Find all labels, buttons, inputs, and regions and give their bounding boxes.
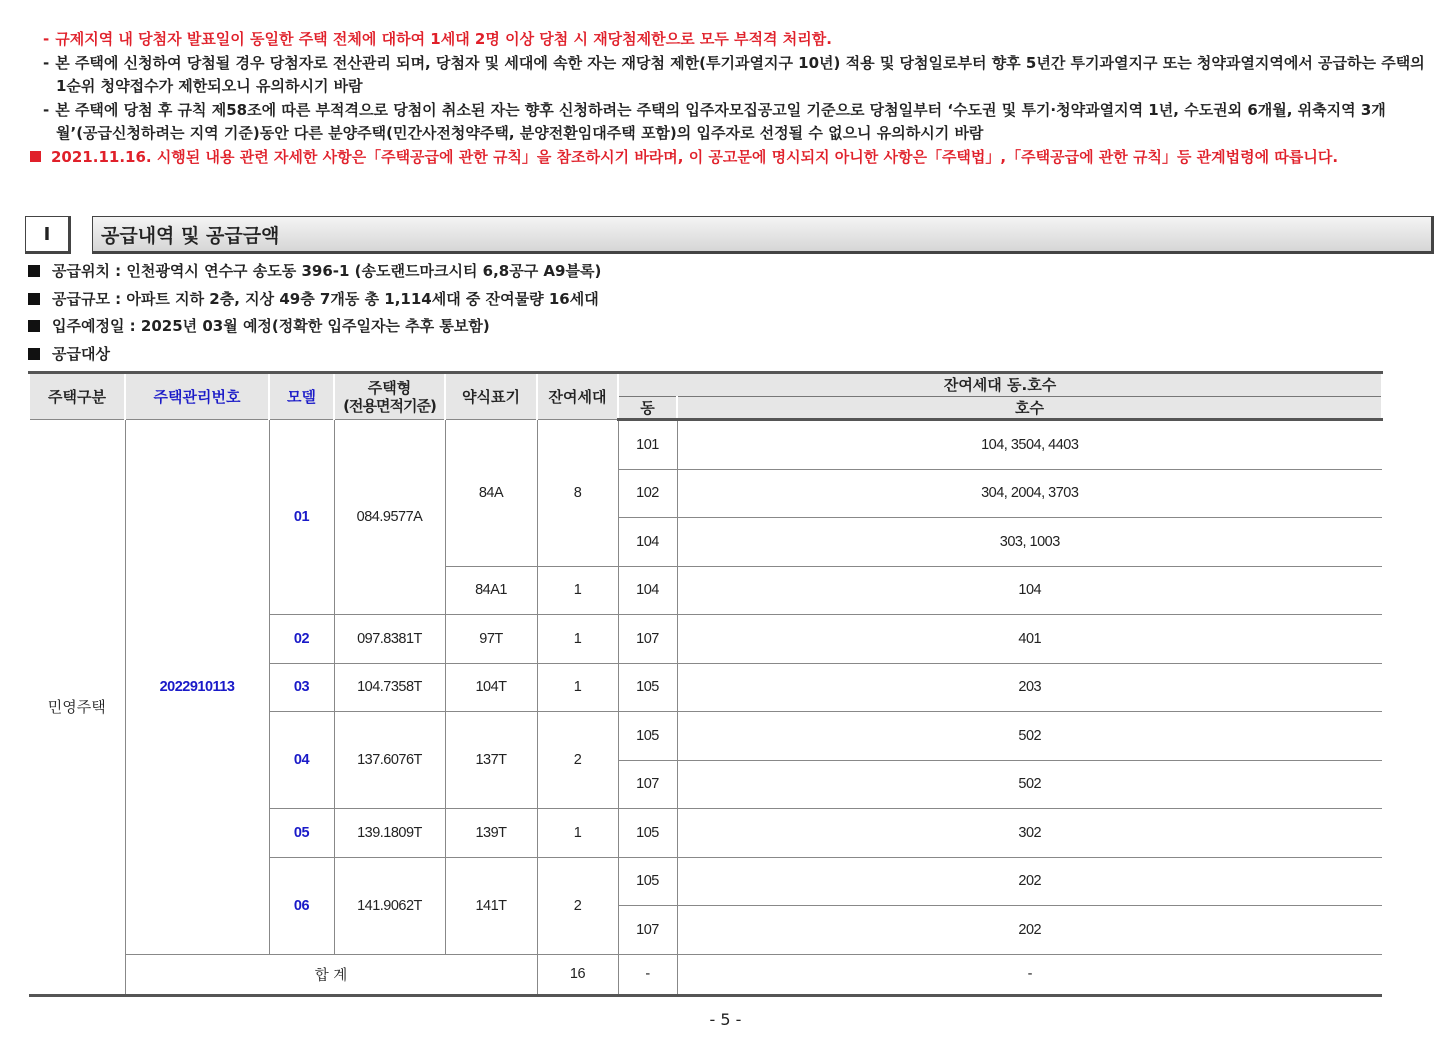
section-header: [25, 216, 1427, 254]
house-type-cell: 141.9062T: [334, 857, 445, 954]
ho-cell: 302: [677, 809, 1382, 858]
bullet-square-icon: [28, 293, 40, 305]
ho-cell: 304, 2004, 3703: [677, 469, 1382, 518]
dong-cell: 104: [618, 566, 677, 615]
model-cell: 03: [269, 663, 334, 712]
header-remaining: 잔여세대: [537, 373, 618, 420]
total-label: 합 계: [125, 954, 537, 995]
header-group: 잔여세대 동.호수: [618, 373, 1382, 397]
model-cell: 02: [269, 615, 334, 664]
house-type-cell: 104.7358T: [334, 663, 445, 712]
ho-cell: 401: [677, 615, 1382, 664]
header-type: 주택구분: [29, 373, 125, 420]
bullet-square-icon: [28, 265, 40, 277]
notice-notes: [30, 28, 1425, 169]
abbr-cell: 97T: [445, 615, 537, 664]
dong-cell: 104: [618, 518, 677, 567]
house-category: 민영주택: [29, 420, 125, 996]
dong-cell: 105: [618, 809, 677, 858]
ho-cell: 303, 1003: [677, 518, 1382, 567]
ho-cell: 203: [677, 663, 1382, 712]
note-3: - 본 주택에 당첨 후 규칙 제58조에 따른 부적격으로 당첨이 취소된 자는 향후 신청하려는 주택의 입주자모집공고일 기준으로 당첨일부터 ‘수도권 및 투기·청약과열지역 1년, 수도권외 6개월, 위축지역 3개월’(공급신청하려는 지역 기준)동안 다른 분양주택(민간사전청약주택, 분양전환임대주택 포함)의 입주자로 선정될 수 없으니 유의하시기 바람: [43, 100, 1386, 142]
header-mgmt-no: 주택관리번호: [125, 373, 269, 420]
ho-cell: 104: [677, 566, 1382, 615]
abbr-cell: 84A: [445, 420, 537, 567]
table-body: [29, 420, 1382, 996]
count-cell: 1: [537, 663, 618, 712]
info-scale: 공급규모 : 아파트 지하 2층, 지상 49층 7개동 총 1,114세대 중 잔여물량 16세대: [28, 286, 601, 314]
section-number: I: [25, 216, 71, 254]
dong-cell: 101: [618, 420, 677, 470]
section-title: 공급내역 및 공급금액: [92, 216, 1434, 254]
note-2: - 본 주택에 신청하여 당첨될 경우 당첨자로 전산관리 되며, 당첨자 및 세대에 속한 자는 재당첨 제한(투기과열지구 10년) 적용 및 당첨일로부터 향후 5년간 투기과열지구 또는 청약과열지역에서 공급하는 주택의 1순위 청약접수가 제한되오니 유의하시기 바람: [43, 53, 1425, 95]
bullet-square-icon: [28, 348, 40, 360]
count-cell: 1: [537, 809, 618, 858]
dong-cell: 105: [618, 857, 677, 906]
management-number: 2022910113: [125, 420, 269, 955]
model-cell: 06: [269, 857, 334, 954]
ho-cell: 202: [677, 906, 1382, 955]
header-house-type: 주택형 (전용면적기준): [334, 373, 445, 420]
abbr-cell: 137T: [445, 712, 537, 809]
header-dong: 동: [618, 397, 677, 420]
table-row: [29, 420, 1382, 470]
note-1: - 규제지역 내 당첨자 발표일이 동일한 주택 전체에 대하여 1세대 2명 이상 당첨 시 재당첨제한으로 모두 부적격 처리함.: [43, 30, 832, 48]
house-type-cell: 139.1809T: [334, 809, 445, 858]
ho-cell: 502: [677, 760, 1382, 809]
page-number: - 5 -: [709, 1010, 742, 1029]
count-cell: 8: [537, 420, 618, 567]
info-target: 공급대상: [28, 341, 601, 369]
abbr-cell: 84A1: [445, 566, 537, 615]
model-cell: 01: [269, 420, 334, 615]
dong-cell: 102: [618, 469, 677, 518]
model-cell: 04: [269, 712, 334, 809]
count-cell: 2: [537, 857, 618, 954]
total-count: 16: [537, 954, 618, 995]
dong-cell: 107: [618, 615, 677, 664]
model-cell: 05: [269, 809, 334, 858]
dong-cell: 105: [618, 712, 677, 761]
info-move-in: 입주예정일 : 2025년 03월 예정(정확한 입주일자는 추후 통보함): [28, 313, 601, 341]
count-cell: 1: [537, 615, 618, 664]
note-4: 2021.11.16. 시행된 내용 관련 자세한 사항은「주택공급에 관한 규칙」을 참조하시기 바라며, 이 공고문에 명시되지 아니한 사항은「주택법」,「주택공급에 관한 규칙」등 관계법령에 따릅니다.: [30, 146, 1425, 170]
header-ho: 호수: [677, 397, 1382, 420]
total-dong: -: [618, 954, 677, 995]
total-row: [29, 954, 1382, 995]
house-type-cell: 137.6076T: [334, 712, 445, 809]
dong-cell: 105: [618, 663, 677, 712]
abbr-cell: 104T: [445, 663, 537, 712]
supply-info-list: [28, 258, 601, 368]
bullet-square-icon: [28, 320, 40, 332]
red-square-icon: [30, 151, 41, 162]
ho-cell: 502: [677, 712, 1382, 761]
abbr-cell: 141T: [445, 857, 537, 954]
supply-table: [28, 371, 1383, 997]
ho-cell: 104, 3504, 4403: [677, 420, 1382, 470]
info-location: 공급위치 : 인천광역시 연수구 송도동 396-1 (송도랜드마크시티 6,8공구 A9블록): [28, 258, 601, 286]
ho-cell: 202: [677, 857, 1382, 906]
header-abbr: 약식표기: [445, 373, 537, 420]
count-cell: 2: [537, 712, 618, 809]
total-ho: -: [677, 954, 1382, 995]
dong-cell: 107: [618, 760, 677, 809]
abbr-cell: 139T: [445, 809, 537, 858]
house-type-cell: 084.9577A: [334, 420, 445, 615]
house-type-cell: 097.8381T: [334, 615, 445, 664]
count-cell: 1: [537, 566, 618, 615]
header-model: 모델: [269, 373, 334, 420]
dong-cell: 107: [618, 906, 677, 955]
